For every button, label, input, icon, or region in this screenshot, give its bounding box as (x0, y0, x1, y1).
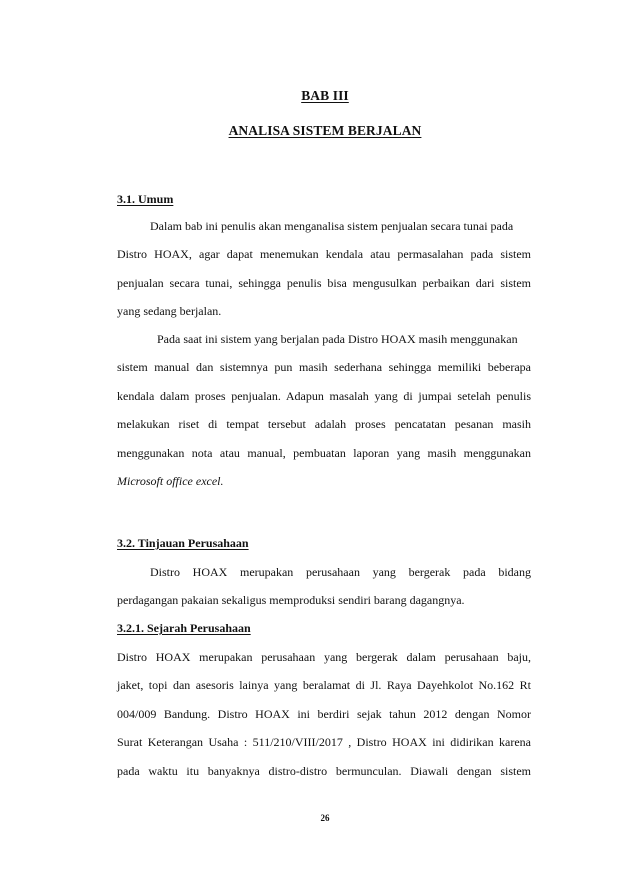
section-heading-text: 3.1. Umum (117, 192, 174, 206)
paragraph-line: penjualan secara tunai, sehingga penulis bisa mengusulkan perbaikan dari sistem (117, 276, 531, 290)
paragraph-line: Distro HOAX, agar dapat menemukan kendala atau permasalahan pada sistem (117, 247, 531, 261)
section-heading-text: 3.2.1. Sejarah Perusahaan (117, 621, 251, 635)
chapter-title (0, 123, 620, 139)
section-heading-tinjauan (117, 536, 249, 551)
section-heading-text: 3.2. Tinjauan Perusahaan (117, 536, 249, 550)
page-number: 26 (320, 813, 330, 823)
paragraph-line: kendala dalam proses penjualan. Adapun masalah yang di jumpai setelah penulis (117, 389, 531, 403)
paragraph-line: Dalam bab ini penulis akan menganalisa sistem penjualan secara tunai pada (150, 219, 514, 233)
paragraph-line: Surat Keterangan Usaha : 511/210/VIII/2017 , Distro HOAX ini didirikan karena (117, 735, 531, 749)
paragraph-line-italic: Microsoft office excel. (117, 474, 224, 488)
paragraph-line: Distro HOAX merupakan perusahaan yang bergerak pada bidang (150, 565, 531, 579)
section-heading-umum (117, 192, 173, 207)
paragraph-line: pada waktu itu banyaknya distro-distro bermunculan. Diawali dengan sistem (117, 764, 531, 778)
chapter-title-text: ANALISA SISTEM BERJALAN (228, 123, 422, 138)
paragraph-line: jaket, topi dan asesoris lainya yang beralamat di Jl. Raya Dayehkolot No.162 Rt (117, 678, 531, 692)
paragraph-line: Pada saat ini sistem yang berjalan pada Distro HOAX masih menggunakan (157, 332, 518, 346)
paragraph-line: perdagangan pakaian sekaligus memproduksi sendiri barang dagangnya. (117, 593, 465, 607)
paragraph-line: melakukan riset di tempat tersebut adalah proses pencatatan pesanan masih (117, 417, 531, 431)
section-heading-sejarah (117, 621, 251, 636)
paragraph-line: sistem manual dan sistemnya pun masih sederhana sehingga memiliki beberapa (117, 360, 531, 374)
paragraph-line: Distro HOAX merupakan perusahaan yang bergerak dalam perusahaan baju, (117, 650, 531, 664)
paragraph-line: menggunakan nota atau manual, pembuatan laporan yang masih menggunakan (117, 446, 531, 460)
paragraph-line: yang sedang berjalan. (117, 304, 222, 318)
paragraph-line: 004/009 Bandung. Distro HOAX ini berdiri sejak tahun 2012 dengan Nomor (117, 707, 531, 721)
chapter-number (0, 88, 620, 104)
chapter-number-text: BAB III (301, 88, 349, 103)
